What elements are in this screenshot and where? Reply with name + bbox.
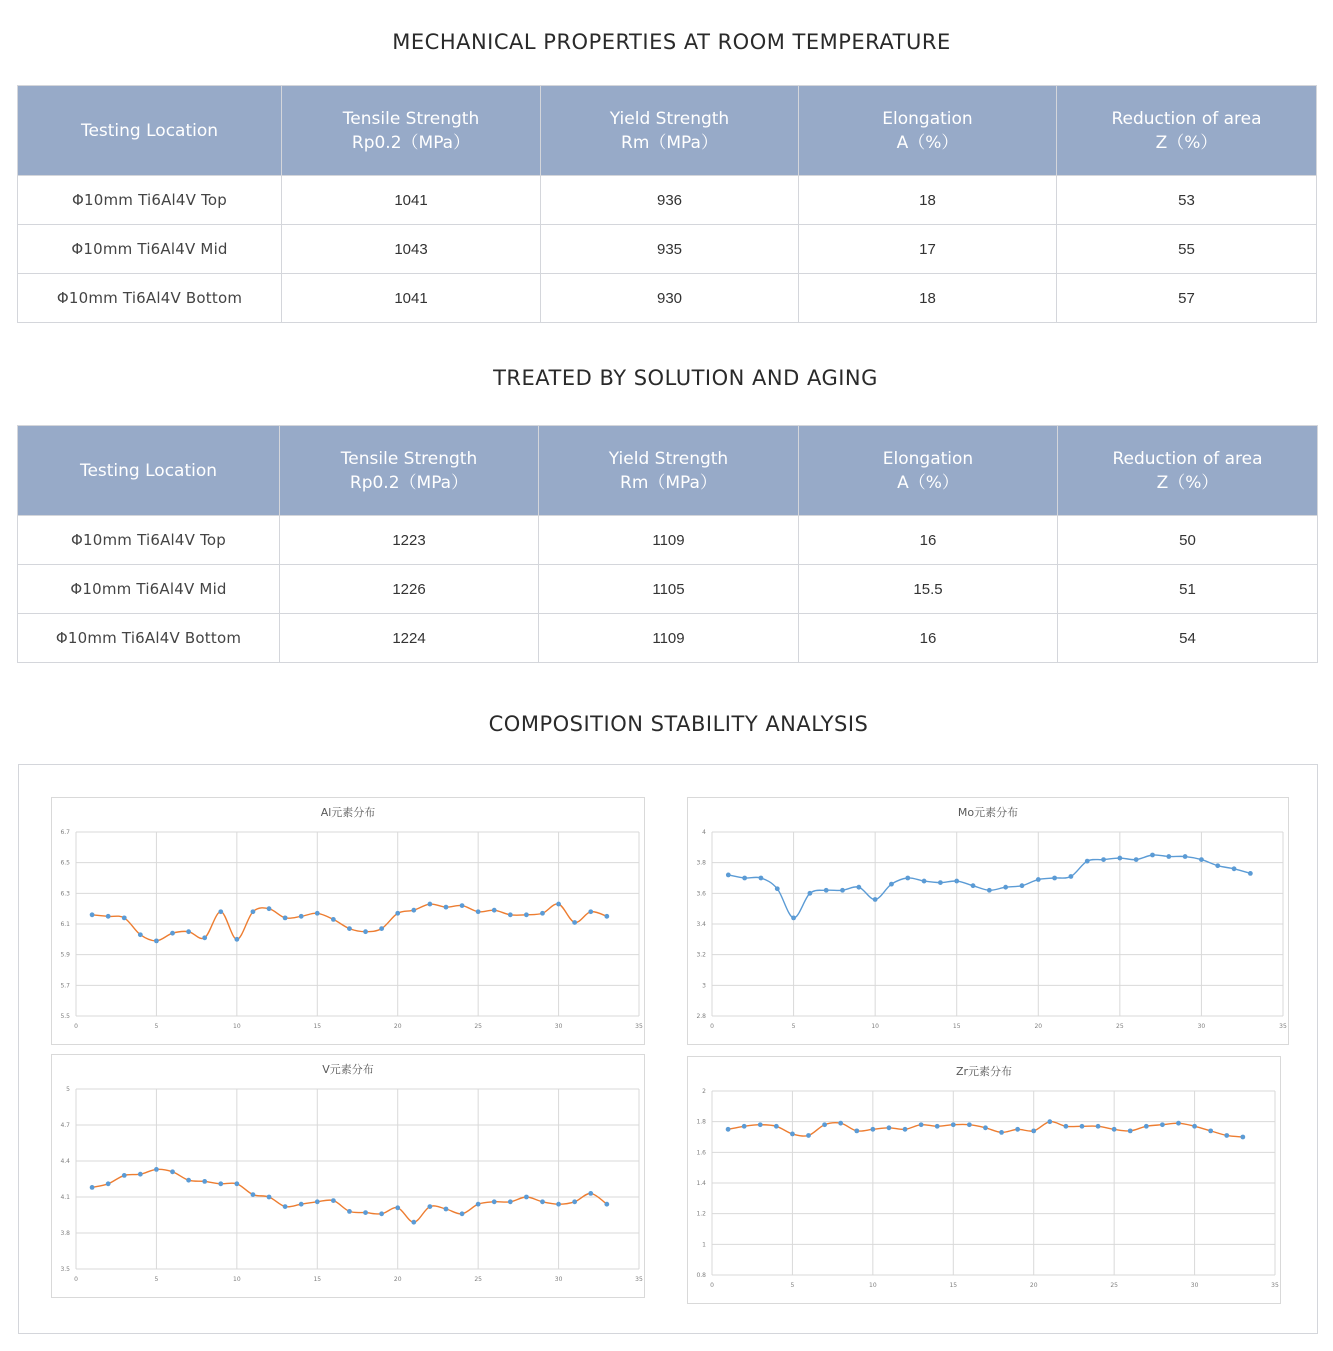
x-tick-label: 35 <box>635 1276 643 1283</box>
y-tick-label: 6.5 <box>60 859 70 867</box>
data-point <box>460 1211 465 1216</box>
header-tensile-strength <box>280 426 539 516</box>
cell-reduction: 54 <box>1058 614 1318 663</box>
x-tick-label: 10 <box>871 1023 879 1030</box>
header-testing-location <box>18 426 280 516</box>
header-yield-strength <box>541 86 799 176</box>
data-point <box>170 1169 175 1174</box>
cell-yield: 935 <box>541 225 799 274</box>
data-point <box>556 902 561 907</box>
data-point <box>1020 883 1025 888</box>
data-point <box>1047 1119 1052 1124</box>
x-tick-label: 30 <box>554 1023 563 1030</box>
series-line <box>92 904 607 941</box>
y-tick-label: 5 <box>66 1086 70 1093</box>
data-point <box>267 1195 272 1200</box>
x-tick-label: 30 <box>1197 1023 1206 1030</box>
cell-elongation: 16 <box>799 516 1058 565</box>
cell-location: Φ10mm Ti6Al4V Bottom <box>18 274 282 323</box>
data-point <box>218 1181 223 1186</box>
y-tick-label: 3 <box>702 982 706 990</box>
y-tick-label: 5.5 <box>60 1013 70 1020</box>
data-point <box>202 1179 207 1184</box>
data-point <box>283 1204 288 1209</box>
data-point <box>759 876 764 881</box>
chart-title: Al元素分布 <box>320 806 376 819</box>
data-point <box>202 935 207 940</box>
header-unit: Z（%） <box>1156 472 1219 493</box>
data-point <box>186 929 191 934</box>
x-tick-label: 20 <box>1029 1282 1038 1289</box>
data-point <box>951 1122 956 1127</box>
data-point <box>870 1127 875 1132</box>
cell-elongation: 15.5 <box>799 565 1058 614</box>
data-point <box>791 915 796 920</box>
data-point <box>1192 1124 1197 1129</box>
header-unit: Rp0.2（MPa） <box>349 472 469 493</box>
data-point <box>726 1127 731 1132</box>
data-point <box>954 879 959 884</box>
x-tick-label: 0 <box>74 1023 78 1030</box>
chart-title: V元素分布 <box>322 1063 374 1076</box>
data-point <box>90 912 95 917</box>
x-tick-label: 15 <box>313 1023 322 1030</box>
y-tick-label: 1.2 <box>696 1210 706 1218</box>
data-point <box>838 1121 843 1126</box>
table-row <box>18 516 1318 565</box>
data-point <box>427 902 432 907</box>
header-line: Testing Location <box>79 460 218 481</box>
header-line: Yield Strength <box>608 448 729 469</box>
data-point <box>742 876 747 881</box>
data-point <box>1208 1128 1213 1133</box>
data-point <box>347 1209 352 1214</box>
y-tick-label: 4 <box>702 829 706 836</box>
header-line: Elongation <box>882 108 973 129</box>
y-tick-label: 1.4 <box>696 1180 706 1187</box>
data-point <box>540 911 545 916</box>
data-point <box>331 1198 336 1203</box>
table-row <box>18 614 1318 663</box>
table-row <box>18 225 1317 274</box>
data-point <box>1052 876 1057 881</box>
y-tick-label: 3.6 <box>696 890 706 898</box>
al-chart-panel <box>51 797 645 1045</box>
header-testing-location <box>18 86 282 176</box>
data-point <box>971 883 976 888</box>
header-unit: Rm（MPa） <box>621 132 718 153</box>
data-point <box>299 914 304 919</box>
data-point <box>106 1181 111 1186</box>
header-unit: Rm（MPa） <box>620 472 717 493</box>
data-point <box>604 914 609 919</box>
data-point <box>1117 856 1122 861</box>
cell-elongation: 17 <box>799 225 1057 274</box>
data-point <box>1031 1128 1036 1133</box>
x-tick-label: 30 <box>1190 1282 1199 1289</box>
data-point <box>427 1204 432 1209</box>
cell-yield: 1109 <box>539 614 799 663</box>
cell-reduction: 53 <box>1057 176 1317 225</box>
cell-yield: 1109 <box>539 516 799 565</box>
cell-tensile: 1223 <box>280 516 539 565</box>
data-point <box>444 1207 449 1212</box>
data-point <box>379 926 384 931</box>
cell-location: Φ10mm Ti6Al4V Mid <box>18 225 282 274</box>
data-point <box>889 882 894 887</box>
cell-reduction: 50 <box>1058 516 1318 565</box>
room-temp-table <box>17 85 1317 323</box>
x-tick-label: 35 <box>1271 1282 1279 1289</box>
data-point <box>1183 854 1188 859</box>
data-point <box>922 879 927 884</box>
data-point <box>1176 1121 1181 1126</box>
x-tick-label: 0 <box>74 1276 78 1283</box>
data-point <box>267 906 272 911</box>
data-point <box>1101 857 1106 862</box>
header-yield-strength <box>539 426 799 516</box>
data-point <box>1036 877 1041 882</box>
data-point <box>1069 874 1074 879</box>
cell-yield: 1105 <box>539 565 799 614</box>
data-point <box>1085 859 1090 864</box>
header-line: Tensile Strength <box>340 448 478 469</box>
x-tick-label: 30 <box>554 1276 563 1283</box>
data-point <box>822 1122 827 1127</box>
data-point <box>524 1195 529 1200</box>
x-tick-label: 15 <box>952 1023 961 1030</box>
header-unit: A（%） <box>896 132 959 153</box>
al-chart-svg <box>52 798 644 1044</box>
data-point <box>395 1205 400 1210</box>
header-reduction-of-area <box>1057 86 1317 176</box>
data-point <box>999 1130 1004 1135</box>
data-point <box>138 932 143 937</box>
data-point <box>1096 1124 1101 1129</box>
cell-reduction: 57 <box>1057 274 1317 323</box>
data-point <box>251 1192 256 1197</box>
x-tick-label: 5 <box>154 1276 159 1283</box>
series-line <box>92 1169 607 1222</box>
data-point <box>824 888 829 893</box>
data-point <box>1224 1133 1229 1138</box>
x-tick-label: 35 <box>1279 1023 1287 1030</box>
y-tick-label: 1.8 <box>696 1118 706 1126</box>
x-tick-label: 5 <box>154 1023 159 1030</box>
data-point <box>807 891 812 896</box>
cell-elongation: 18 <box>799 176 1057 225</box>
aging-table <box>17 425 1318 663</box>
chart-title: Zr元素分布 <box>955 1065 1013 1078</box>
data-point <box>315 1199 320 1204</box>
data-point <box>299 1202 304 1207</box>
data-point <box>283 915 288 920</box>
data-point <box>251 909 256 914</box>
data-point <box>572 1199 577 1204</box>
table-header-row <box>18 426 1318 516</box>
y-tick-label: 6.1 <box>60 921 70 928</box>
zr-chart-svg <box>688 1057 1280 1303</box>
y-tick-label: 4.1 <box>60 1194 70 1201</box>
data-point <box>588 1191 593 1196</box>
x-tick-label: 0 <box>710 1282 714 1289</box>
y-tick-label: 3.8 <box>60 1230 70 1237</box>
data-point <box>1112 1127 1117 1132</box>
data-point <box>1134 857 1139 862</box>
header-unit: Rp0.2（MPa） <box>351 132 471 153</box>
room-temp-title: MECHANICAL PROPERTIES AT ROOM TEMPERATURE <box>392 30 951 54</box>
x-tick-label: 5 <box>791 1023 796 1030</box>
zr-chart-panel <box>687 1056 1281 1304</box>
data-point <box>935 1124 940 1129</box>
data-point <box>588 909 593 914</box>
data-point <box>154 1167 159 1172</box>
aging-title: TREATED BY SOLUTION AND AGING <box>493 366 878 390</box>
data-point <box>540 1199 545 1204</box>
data-point <box>1232 866 1237 871</box>
data-point <box>234 1181 239 1186</box>
data-point <box>315 911 320 916</box>
composition-title: COMPOSITION STABILITY ANALYSIS <box>488 712 869 736</box>
cell-reduction: 51 <box>1058 565 1318 614</box>
mo-chart-svg <box>688 798 1288 1044</box>
table-row <box>18 176 1317 225</box>
data-point <box>873 897 878 902</box>
data-point <box>460 903 465 908</box>
y-tick-label: 0.8 <box>696 1272 706 1279</box>
data-point <box>774 1124 779 1129</box>
y-tick-label: 3.4 <box>696 921 706 928</box>
data-point <box>331 917 336 922</box>
data-point <box>856 885 861 890</box>
x-tick-label: 10 <box>869 1282 877 1289</box>
data-point <box>806 1133 811 1138</box>
x-tick-label: 20 <box>393 1276 402 1283</box>
data-point <box>508 912 513 917</box>
series-line <box>728 855 1250 918</box>
data-point <box>1240 1135 1245 1140</box>
data-point <box>492 1199 497 1204</box>
y-tick-label: 2.8 <box>696 1013 706 1020</box>
data-point <box>1080 1124 1085 1129</box>
data-point <box>1215 863 1220 868</box>
data-point <box>919 1122 924 1127</box>
data-point <box>122 1173 127 1178</box>
header-line: Tensile Strength <box>342 108 480 129</box>
y-tick-label: 5.9 <box>60 951 70 959</box>
data-point <box>790 1132 795 1137</box>
data-point <box>1160 1122 1165 1127</box>
data-point <box>987 888 992 893</box>
data-point <box>887 1125 892 1130</box>
header-line: Testing Location <box>80 120 219 141</box>
data-point <box>395 911 400 916</box>
x-tick-label: 10 <box>233 1276 241 1283</box>
data-point <box>903 1127 908 1132</box>
mo-chart-panel <box>687 797 1289 1045</box>
table-row <box>18 274 1317 323</box>
y-tick-label: 3.5 <box>60 1266 70 1273</box>
data-point <box>218 909 223 914</box>
data-point <box>411 908 416 913</box>
chart-title: Mo元素分布 <box>957 806 1019 819</box>
header-line: Reduction of area <box>1112 448 1263 469</box>
cell-reduction: 55 <box>1057 225 1317 274</box>
x-tick-label: 5 <box>790 1282 795 1289</box>
data-point <box>170 931 175 936</box>
data-point <box>234 937 239 942</box>
data-point <box>508 1199 513 1204</box>
data-point <box>411 1220 416 1225</box>
cell-elongation: 16 <box>799 614 1058 663</box>
header-line: Reduction of area <box>1111 108 1262 129</box>
data-point <box>90 1185 95 1190</box>
x-tick-label: 25 <box>474 1023 482 1030</box>
data-point <box>854 1128 859 1133</box>
data-point <box>758 1122 763 1127</box>
x-tick-label: 25 <box>474 1276 482 1283</box>
y-tick-label: 6.3 <box>60 890 70 898</box>
data-point <box>492 908 497 913</box>
header-elongation <box>799 426 1058 516</box>
cell-tensile: 1043 <box>282 225 541 274</box>
data-point <box>726 873 731 878</box>
header-unit: A（%） <box>897 472 959 493</box>
x-tick-label: 25 <box>1110 1282 1118 1289</box>
header-reduction-of-area <box>1058 426 1318 516</box>
data-point <box>775 886 780 891</box>
data-point <box>363 929 368 934</box>
cell-location: Φ10mm Ti6Al4V Top <box>18 176 282 225</box>
y-tick-label: 4.7 <box>60 1122 70 1129</box>
table-row <box>18 565 1318 614</box>
y-tick-label: 3.2 <box>696 951 706 959</box>
composition-charts-frame <box>18 764 1318 1334</box>
data-point <box>1003 885 1008 890</box>
x-tick-label: 25 <box>1116 1023 1124 1030</box>
data-point <box>604 1202 609 1207</box>
data-point <box>476 1202 481 1207</box>
data-point <box>186 1178 191 1183</box>
x-tick-label: 15 <box>313 1276 322 1283</box>
data-point <box>742 1124 747 1129</box>
header-elongation <box>799 86 1057 176</box>
v-chart-panel <box>51 1054 645 1298</box>
header-line: Yield Strength <box>609 108 730 129</box>
data-point <box>1199 857 1204 862</box>
cell-yield: 936 <box>541 176 799 225</box>
y-tick-label: 4.4 <box>60 1158 70 1165</box>
cell-location: Φ10mm Ti6Al4V Top <box>18 516 280 565</box>
table-header-row <box>18 86 1317 176</box>
cell-yield: 930 <box>541 274 799 323</box>
data-point <box>983 1125 988 1130</box>
data-point <box>1063 1124 1068 1129</box>
y-tick-label: 1.6 <box>696 1149 706 1157</box>
cell-location: Φ10mm Ti6Al4V Bottom <box>18 614 280 663</box>
y-tick-label: 3.8 <box>696 859 706 867</box>
cell-tensile: 1226 <box>280 565 539 614</box>
x-tick-label: 0 <box>710 1023 714 1030</box>
data-point <box>1248 871 1253 876</box>
x-tick-label: 20 <box>393 1023 402 1030</box>
data-point <box>556 1202 561 1207</box>
data-point <box>138 1172 143 1177</box>
data-point <box>106 914 111 919</box>
x-tick-label: 35 <box>635 1023 643 1030</box>
data-point <box>938 880 943 885</box>
data-point <box>476 909 481 914</box>
y-tick-label: 6.7 <box>60 829 70 836</box>
data-point <box>1150 853 1155 858</box>
data-point <box>347 926 352 931</box>
cell-tensile: 1041 <box>282 274 541 323</box>
data-point <box>524 912 529 917</box>
data-point <box>363 1210 368 1215</box>
y-tick-label: 2 <box>702 1088 706 1095</box>
cell-tensile: 1041 <box>282 176 541 225</box>
data-point <box>444 905 449 910</box>
cell-elongation: 18 <box>799 274 1057 323</box>
x-tick-label: 10 <box>233 1023 241 1030</box>
y-tick-label: 1 <box>702 1241 706 1249</box>
data-point <box>1166 854 1171 859</box>
data-point <box>379 1211 384 1216</box>
header-line: Elongation <box>882 448 974 469</box>
x-tick-label: 15 <box>949 1282 958 1289</box>
cell-location: Φ10mm Ti6Al4V Mid <box>18 565 280 614</box>
data-point <box>905 876 910 881</box>
data-point <box>1144 1124 1149 1129</box>
data-point <box>967 1122 972 1127</box>
data-point <box>1015 1127 1020 1132</box>
data-point <box>840 888 845 893</box>
data-point <box>154 938 159 943</box>
cell-tensile: 1224 <box>280 614 539 663</box>
header-tensile-strength <box>282 86 541 176</box>
header-unit: Z（%） <box>1155 132 1218 153</box>
data-point <box>1128 1128 1133 1133</box>
data-point <box>572 920 577 925</box>
x-tick-label: 20 <box>1034 1023 1043 1030</box>
v-chart-svg <box>52 1055 644 1297</box>
y-tick-label: 5.7 <box>60 982 70 990</box>
data-point <box>122 915 127 920</box>
